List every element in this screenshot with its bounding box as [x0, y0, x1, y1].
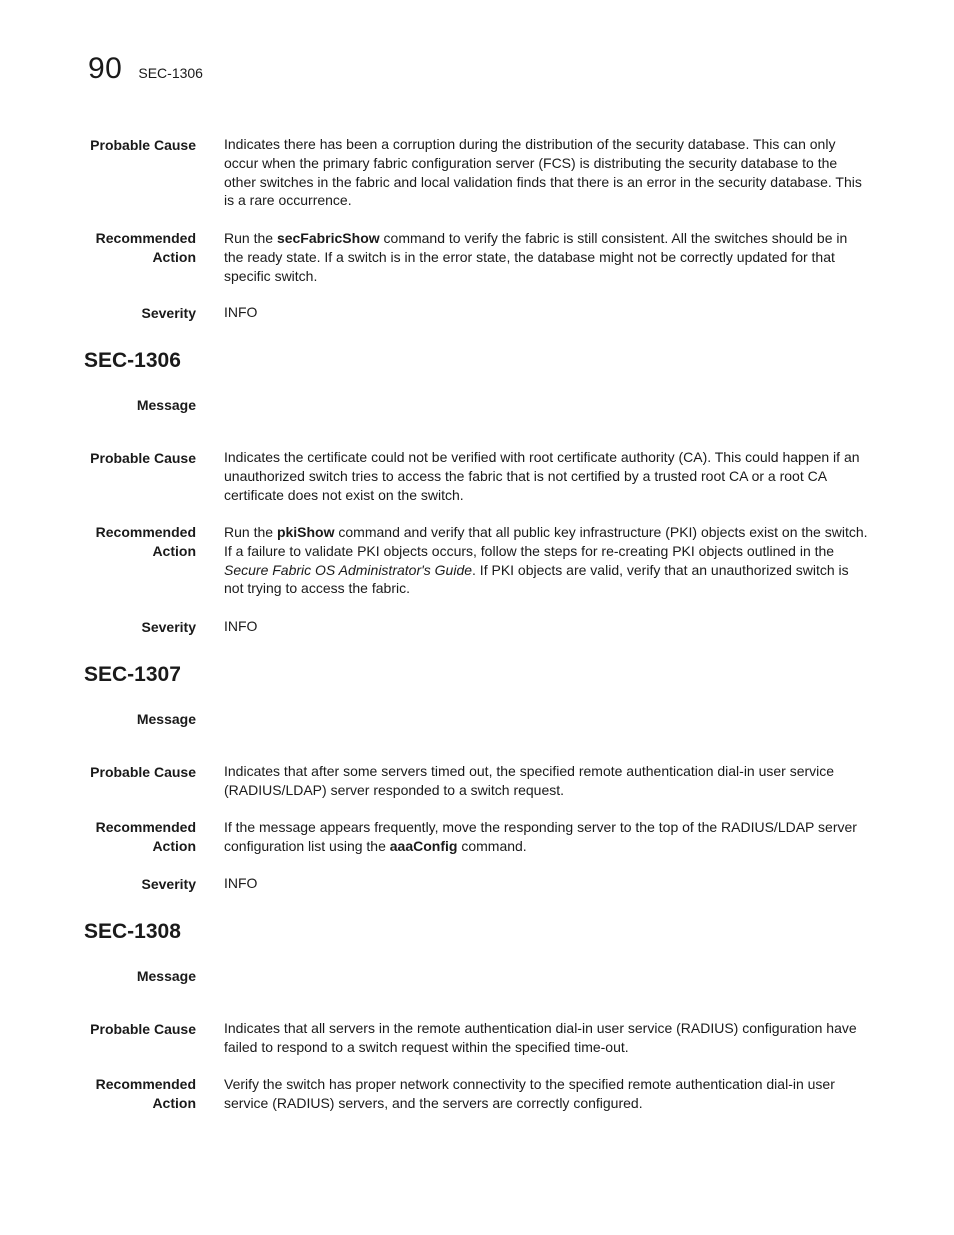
label-recommended: Recommended: [95, 230, 196, 246]
label-recommended-action: [0, 229, 196, 267]
text: command.: [457, 837, 527, 854]
page-header: [88, 52, 203, 86]
sec1307-severity: INFO: [224, 875, 258, 891]
running-head: SEC-1306: [138, 65, 203, 81]
label-severity: Severity: [141, 619, 196, 635]
label-message: Message: [136, 968, 196, 984]
sec1306-severity: INFO: [224, 618, 258, 634]
sec1306-recommended-action: [224, 523, 870, 598]
label-recommended-action: [0, 523, 196, 561]
sec1306-probable-cause: Indicates the certificate could not be verified with root certificate authority (CA). This could happen if an unauthorized switch tries to access the fabric that is not certified by a trusted root CA or a root CA certificate does not exist on the switch.: [224, 449, 860, 503]
sec1307-recommended-action: [224, 818, 870, 856]
text: Run the: [224, 230, 277, 246]
label-recommended: Recommended: [95, 1076, 196, 1092]
sec1308-recommended-action: Verify the switch has proper network connectivity to the specified remote authentication dial-in user service (RADIUS) servers, and the servers are correctly configured.: [224, 1076, 835, 1111]
label-action: Action: [152, 248, 196, 265]
label-probable-cause: Probable Cause: [90, 1021, 196, 1037]
label-message: Message: [136, 711, 196, 727]
page-number: 90: [88, 52, 123, 85]
guide-reference: Secure Fabric OS Administrator's Guide: [224, 561, 473, 578]
label-probable-cause: Probable Cause: [90, 450, 196, 466]
prev-severity: INFO: [224, 304, 258, 320]
prev-probable-cause: Indicates there has been a corruption during the distribution of the security database. This can only occur when the primary fabric configuration server (FCS) is distributing the security database to the other switches in the fabric and local validation finds that there is an error in the security database. This is a rare occurrence.: [224, 136, 862, 209]
command-secfabricshow: secFabricShow: [276, 230, 380, 246]
label-action: Action: [152, 542, 196, 559]
label-severity: Severity: [141, 305, 196, 321]
section-title-sec-1306: SEC-1306: [84, 349, 181, 372]
text: . If PKI objects are valid, verify that an unauthorized switch is not trying to access the fabric.: [224, 561, 849, 597]
text: If the message appears frequently, move the responding server to the top of the RADIUS/LDAP server configuration list using the: [224, 819, 857, 854]
label-recommended-action: [0, 818, 196, 856]
section-title-sec-1308: SEC-1308: [84, 920, 181, 943]
text: command to verify the fabric is still consistent. All the switches should be in the ready state. If a switch is in the error state, the database might not be correctly updated for that specific switch.: [224, 230, 848, 284]
text: Run the: [224, 524, 277, 540]
label-severity: Severity: [141, 876, 196, 892]
label-action: Action: [152, 1094, 196, 1111]
label-recommended-action: [0, 1075, 196, 1113]
command-aaaconfig: aaaConfig: [389, 837, 458, 854]
section-title-sec-1307: SEC-1307: [84, 663, 181, 686]
label-probable-cause: Probable Cause: [90, 764, 196, 780]
label-message: Message: [136, 397, 196, 413]
prev-recommended-action: [224, 229, 870, 285]
label-action: Action: [152, 837, 196, 854]
label-probable-cause: Probable Cause: [90, 137, 196, 153]
label-recommended: Recommended: [95, 819, 196, 835]
sec1307-probable-cause: Indicates that after some servers timed out, the specified remote authentication dial-in user service (RADIUS/LDAP) server responded to a switch request.: [224, 763, 835, 798]
command-pkishow: pkiShow: [276, 524, 335, 540]
text: command and verify that all public key infrastructure (PKI) objects exist on the switch. If a failure to validate PKI objects occurs, follow the steps for re-creating PKI objects outlined in the: [224, 524, 868, 559]
sec1308-probable-cause: Indicates that all servers in the remote authentication dial-in user service (RADIUS) configuration have failed to respond to a switch request within the specified time-out.: [224, 1020, 857, 1055]
label-recommended: Recommended: [95, 524, 196, 540]
